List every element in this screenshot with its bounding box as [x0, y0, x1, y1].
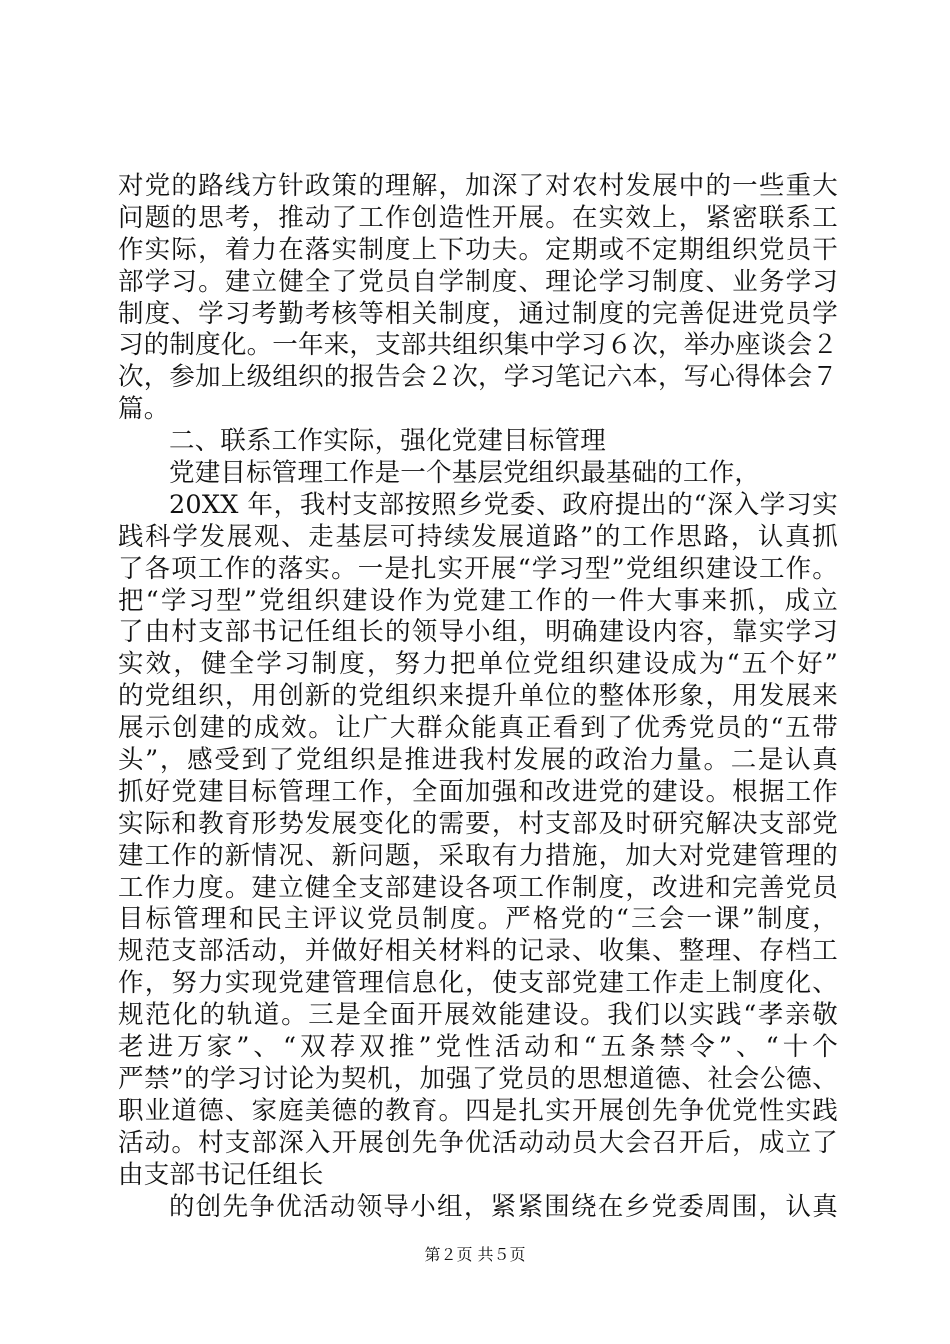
- text-line: 实效，健全学习制度，努力把单位党组织建设成为“五个好”: [118, 649, 838, 680]
- text-line: 部学习。建立健全了党员自学制度、理论学习制度、业务学习: [118, 266, 838, 297]
- text-line: 头”，感受到了党组织是推进我村发展的政治力量。二是认真: [118, 745, 838, 776]
- text-line: 规范支部活动，并做好相关材料的记录、收集、整理、存档工: [118, 936, 838, 967]
- text-line: 篇。: [118, 394, 170, 425]
- text-line: 严禁”的学习讨论为契机，加强了党员的思想道德、社会公德、: [118, 1063, 838, 1094]
- text-line: 规范化的轨道。三是全面开展效能建设。我们以实践“孝亲敬: [118, 1000, 838, 1031]
- text-line: 党建目标管理工作是一个基层党组织最基础的工作，: [169, 458, 761, 489]
- text-line: 习的制度化。一年来，支部共组织集中学习６次，举办座谈会２: [118, 330, 838, 361]
- text-line: 实际和教育形势发展变化的需要，村支部及时研究解决支部党: [118, 808, 838, 839]
- text-line: 作实际，着力在落实制度上下功夫。定期或不定期组织党员干: [118, 234, 838, 265]
- document-body: [118, 171, 838, 1223]
- text-line: 对党的路线方针政策的理解，加深了对农村发展中的一些重大: [118, 171, 838, 201]
- text-line: 制度、学习考勤考核等相关制度，通过制度的完善促进党员学: [118, 298, 838, 329]
- text-line: 目标管理和民主评议党员制度。严格党的“三会一课”制度，: [118, 904, 838, 935]
- text-line: 次，参加上级组织的报告会２次，学习笔记六本，写心得体会７: [118, 362, 838, 393]
- text-line: 工作力度。建立健全支部建设各项工作制度，改进和完善党员: [118, 872, 838, 903]
- text-line: 作，努力实现党建管理信息化，使支部党建工作走上制度化、: [118, 968, 838, 999]
- page-footer: 第２页 共５页: [424, 1245, 526, 1264]
- text-line: 问题的思考，推动了工作创造性开展。在实效上，紧密联系工: [118, 202, 838, 233]
- text-line: 了由村支部书记任组长的领导小组，明确建设内容，靠实学习: [118, 617, 838, 648]
- text-line: 展示创建的成效。让广大群众能真正看到了优秀党员的“五带: [118, 713, 838, 744]
- text-line: 抓好党建目标管理工作，全面加强和改进党的建设。根据工作: [118, 776, 838, 807]
- text-line: 的党组织，用创新的党组织来提升单位的整体形象，用发展来: [118, 681, 838, 712]
- text-line: 活动。村支部深入开展创先争优活动动员大会召开后，成立了: [118, 1127, 838, 1158]
- text-line: 二、联系工作实际，强化党建目标管理: [169, 426, 606, 457]
- text-line: 由支部书记任组长: [118, 1159, 324, 1190]
- text-line: 建工作的新情况、新问题，采取有力措施，加大对党建管理的: [118, 840, 838, 871]
- text-line: 了各项工作的落实。一是扎实开展“学习型”党组织建设工作。: [118, 553, 838, 584]
- text-line: 践科学发展观、走基层可持续发展道路”的工作思路，认真抓: [118, 521, 838, 552]
- text-line: 老进万家”、“双荐双推”党性活动和“五条禁令”、“十个: [118, 1032, 838, 1063]
- text-line: 的创先争优活动领导小组，紧紧围绕在乡党委周围，认真: [169, 1191, 838, 1222]
- text-line: 把“学习型”党组织建设作为党建工作的一件大事来抓，成立: [118, 585, 838, 616]
- text-line: 职业道德、家庭美德的教育。四是扎实开展创先争优党性实践: [118, 1095, 838, 1126]
- text-line: 20XX 年，我村支部按照乡党委、政府提出的“深入学习实: [169, 489, 838, 520]
